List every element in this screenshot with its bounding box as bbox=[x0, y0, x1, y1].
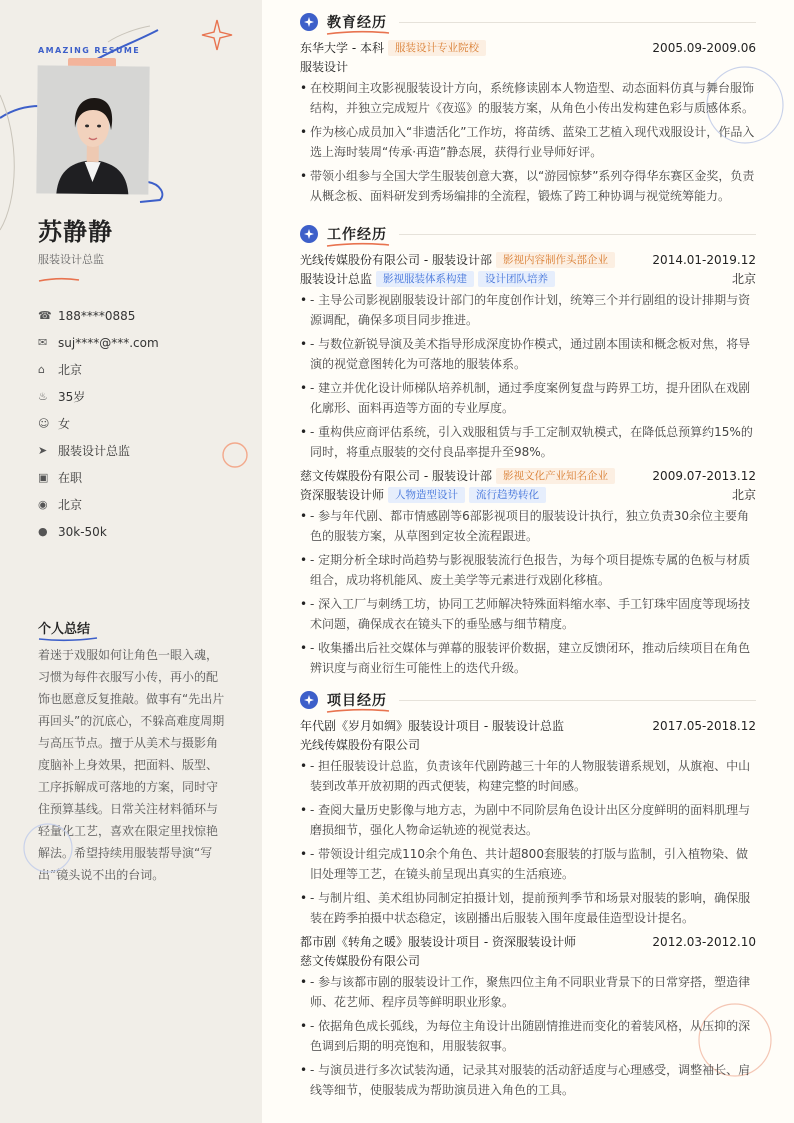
job-bullets bbox=[300, 290, 756, 462]
project-company: 光线传媒股份有限公司 bbox=[300, 738, 421, 752]
home-icon: ⌂ bbox=[38, 363, 45, 376]
contact-status bbox=[38, 464, 238, 491]
skill-tag: 影视服装体系构建 bbox=[376, 271, 474, 287]
project-bullets bbox=[300, 756, 756, 928]
section-title: 项目经历 bbox=[327, 693, 387, 709]
project-entry bbox=[300, 932, 756, 1100]
company-name: 慈文传媒股份有限公司 - 服装设计部 bbox=[300, 469, 492, 483]
list-item: • - 与数位新锐导演及美术指导形成深度协作模式，通过剧本围读和概念板对焦，将导演的视觉意图转化为可落地的服装体系。 bbox=[300, 334, 756, 374]
projects-section bbox=[300, 688, 756, 1104]
list-item: • - 担任服装设计总监，负责该年代剧跨越三十年的人物服装谱系规划，从旗袍、中山装到改革开放初期的西式便装，构建完整的时间感。 bbox=[300, 756, 756, 796]
list-item: • - 定期分析全球时尚趋势与影视服装流行色报告，为每个项目提炼专属的色板与材质组合，成功将机能风、废土美学等元素进行戏剧化移植。 bbox=[300, 550, 756, 590]
summary-underline bbox=[38, 636, 98, 642]
contact-location bbox=[38, 491, 238, 518]
contact-email bbox=[38, 329, 238, 356]
education-date: 2005.09-2009.06 bbox=[652, 40, 756, 55]
list-item: • 带领小组参与全国大学生服装创意大赛，以“游园惊梦”系列夺得华东赛区金奖，负责从概念板、面料研发到秀场编排的全流程，锻炼了跨工种协调与视觉统筹能力。 bbox=[300, 166, 756, 206]
project-header bbox=[300, 716, 756, 735]
banner-text: AMAZING RESUME bbox=[38, 46, 141, 55]
job-city: 北京 bbox=[731, 488, 756, 502]
contact-text: 女 bbox=[58, 417, 71, 431]
position: 资深服装设计师 bbox=[300, 488, 385, 502]
name-underline bbox=[38, 277, 80, 283]
contact-target-role bbox=[38, 437, 238, 464]
sidebar bbox=[0, 0, 262, 1123]
list-item: • - 与演员进行多次试装沟通，记录其对服装的活动舒适度与心理感受，调整袖长、肩线等细节，使服装成为帮助演员进入角色的工具。 bbox=[300, 1060, 756, 1100]
project-date: 2012.03-2012.10 bbox=[652, 934, 756, 949]
job-bullets bbox=[300, 506, 756, 678]
list-item: • - 参与年代剧、都市情感剧等6部影视项目的服装设计执行，独立负责30余位主要角色的服装方案，从草图到定妆全流程跟进。 bbox=[300, 506, 756, 546]
company-tag: 影视文化产业知名企业 bbox=[496, 468, 615, 484]
job-entry bbox=[300, 250, 756, 462]
list-item: • - 带领设计组完成110余个角色、共计超800套服装的打版与监制，引入植物染、做旧处理等工艺，在镜头前呈现出真实的生活痕迹。 bbox=[300, 844, 756, 884]
major: 服装设计 bbox=[300, 60, 349, 74]
section-badge-icon bbox=[300, 691, 318, 709]
school-tag: 服装设计专业院校 bbox=[388, 40, 486, 56]
list-item: • - 与制片组、美术组协同制定拍摄计划，提前预判季节和场景对服装的影响，确保服装在跨季拍摄中状态稳定，该剧播出后服装入围年度最佳造型设计提名。 bbox=[300, 888, 756, 928]
coin-icon: ● bbox=[38, 525, 48, 538]
project-bullets bbox=[300, 972, 756, 1100]
job-position-row bbox=[300, 269, 756, 288]
contact-text: 服装设计总监 bbox=[58, 444, 131, 458]
education-section bbox=[300, 10, 756, 210]
list-item: • - 参与该都市剧的服装设计工作，聚焦四位主角不同职业背景下的日常穿搭，塑造律师、花艺师、程序员等鲜明职业形象。 bbox=[300, 972, 756, 1012]
star-icon bbox=[200, 18, 234, 52]
profile-photo bbox=[36, 65, 149, 194]
job-entry bbox=[300, 466, 756, 678]
job-date: 2009.07-2013.12 bbox=[652, 468, 756, 483]
project-date: 2017.05-2018.12 bbox=[652, 718, 756, 733]
list-item: • - 建立并优化设计师梯队培养机制，通过季度案例复盘与跨界工坊，提升团队在戏剧化廓形、面料再造等方面的专业厚度。 bbox=[300, 378, 756, 418]
briefcase-icon: ▣ bbox=[38, 471, 49, 484]
skill-tag: 设计团队培养 bbox=[478, 271, 555, 287]
job-header bbox=[300, 466, 756, 485]
job-header bbox=[300, 250, 756, 269]
position: 服装设计总监 bbox=[300, 272, 373, 286]
project-company: 慈文传媒股份有限公司 bbox=[300, 954, 421, 968]
education-major-row bbox=[300, 57, 756, 76]
project-company-row bbox=[300, 951, 756, 970]
list-item: • - 查阅大量历史影像与地方志，为剧中不同阶层角色设计出区分度鲜明的面料肌理与磨损细节，强化人物命运轨迹的视觉表达。 bbox=[300, 800, 756, 840]
project-header bbox=[300, 932, 756, 951]
project-entry bbox=[300, 716, 756, 928]
contact-list bbox=[38, 302, 238, 545]
work-section bbox=[300, 222, 756, 682]
section-divider bbox=[399, 22, 756, 23]
list-item: • - 依据角色成长弧线，为每位主角设计出随剧情推进而变化的着装风格，从压抑的深色调到后期的明亮饱和，用服装叙事。 bbox=[300, 1016, 756, 1056]
contact-text: 在职 bbox=[58, 471, 83, 485]
contact-text: 30k-50k bbox=[58, 524, 107, 539]
skill-tag: 人物造型设计 bbox=[388, 487, 465, 503]
list-item: • 在校期间主攻影视服装设计方向，系统修读剧本人物造型、动态面料仿真与舞台服饰结构，并独立完成短片《夜巡》的服装方案，从角色小传出发构建色彩与质感体系。 bbox=[300, 78, 756, 118]
contact-salary bbox=[38, 518, 238, 545]
education-header bbox=[300, 38, 756, 57]
phone-icon: ☎ bbox=[38, 309, 52, 322]
list-item: • - 深入工厂与刺绣工坊，协同工艺师解决特殊面料缩水率、手工钉珠牢固度等现场技术问题，确保成衣在镜头下的垂坠感与细节精度。 bbox=[300, 594, 756, 634]
circle-decoration bbox=[220, 440, 250, 470]
mail-icon: ✉ bbox=[38, 336, 48, 349]
section-badge-icon bbox=[300, 13, 318, 31]
job-title: 服装设计总监 bbox=[38, 253, 104, 266]
contact-age bbox=[38, 383, 238, 410]
contact-text: 北京 bbox=[58, 498, 83, 512]
job-city: 北京 bbox=[731, 272, 756, 286]
section-badge-icon bbox=[300, 225, 318, 243]
job-position-row bbox=[300, 485, 756, 504]
contact-text: suj****@***.com bbox=[58, 335, 159, 350]
section-title: 教育经历 bbox=[327, 15, 387, 31]
education-bullets bbox=[300, 78, 756, 206]
list-item: • - 收集播出后社交媒体与弹幕的服装评价数据，建立反馈闭环，推动后续项目在角色辨识度与商业衍生可能性上的迭代升级。 bbox=[300, 638, 756, 678]
contact-gender bbox=[38, 410, 238, 437]
list-item: • - 主导公司影视剧服装设计部门的年度创作计划，统筹三个并行剧组的设计排期与资源调配，确保多项目同步推进。 bbox=[300, 290, 756, 330]
location-pin-icon: ◉ bbox=[38, 498, 48, 511]
company-name: 光线传媒股份有限公司 - 服装设计部 bbox=[300, 253, 492, 267]
contact-text: 北京 bbox=[58, 363, 83, 377]
section-title: 工作经历 bbox=[327, 227, 387, 243]
summary-title: 个人总结 bbox=[38, 622, 91, 637]
company-tag: 影视内容制作头部企业 bbox=[496, 252, 615, 268]
contact-home bbox=[38, 356, 238, 383]
contact-text: 35岁 bbox=[58, 390, 86, 404]
cake-icon: ♨ bbox=[38, 390, 48, 403]
section-divider bbox=[399, 700, 756, 701]
contact-text: 188****0885 bbox=[58, 308, 136, 323]
contact-phone bbox=[38, 302, 238, 329]
full-name: 苏静静 bbox=[38, 218, 113, 246]
circle-decoration bbox=[18, 818, 78, 878]
job-date: 2014.01-2019.12 bbox=[652, 252, 756, 267]
summary-text: 着迷于戏服如何让角色一眼入魂，习惯为每件衣服写小传，再小的配饰也愿意反复推敲。做事有“先出片再回头”的沉底心，不躲高难度周期与高压节点。擅于从美术与摄影角度脑补上身效果，把面料、版型、工序拆解成可落地的方案，同时守住预算基线。日常关注材料循环与轻量化工艺，喜欢在限定里找惊艳解法。希望持续用服装帮导演“写出”镜头说不出的台词。 bbox=[38, 648, 225, 882]
project-name: 年代剧《岁月如绸》服装设计项目 - 服装设计总监 bbox=[300, 719, 564, 733]
skill-tag: 流行趋势转化 bbox=[469, 487, 546, 503]
send-icon: ➤ bbox=[38, 444, 48, 457]
face-icon: ☺ bbox=[38, 417, 50, 430]
list-item: • 作为核心成员加入“非遗活化”工作坊，将苗绣、蓝染工艺植入现代戏服设计，作品入选上海时装周“传承·再造”静态展，获得行业导师好评。 bbox=[300, 122, 756, 162]
school-name: 东华大学 - 本科 bbox=[300, 41, 384, 55]
list-item: • - 重构供应商评估系统，引入戏服租赁与手工定制双轨模式，在降低总预算约15%的同时，将重点服装的交付良品率提升至98%。 bbox=[300, 422, 756, 462]
project-name: 都市剧《转角之暖》服装设计项目 - 资深服装设计师 bbox=[300, 935, 576, 949]
section-divider bbox=[399, 234, 756, 235]
project-company-row bbox=[300, 735, 756, 754]
